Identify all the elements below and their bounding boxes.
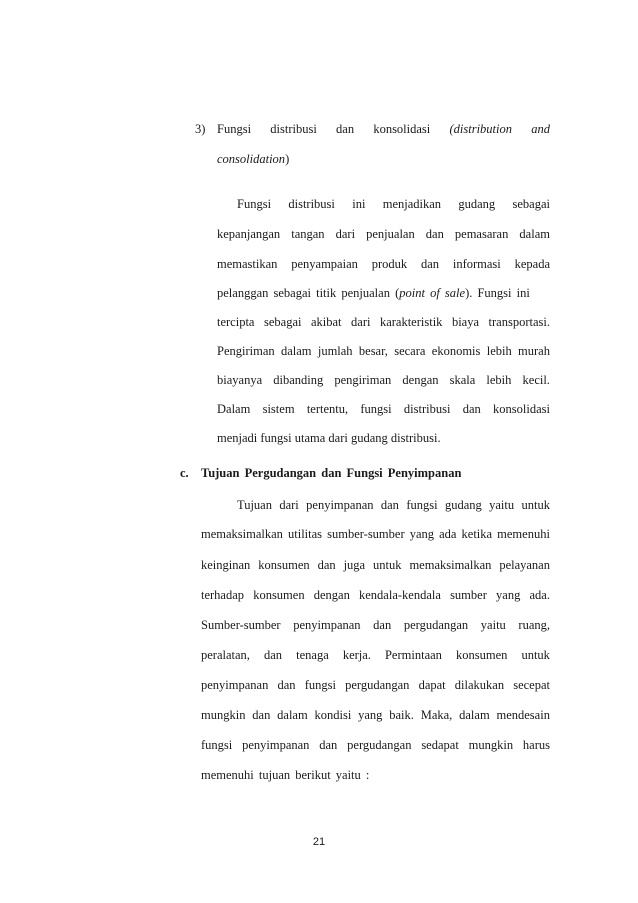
word: dan: [319, 738, 338, 752]
word: sebagai: [263, 315, 302, 329]
word: Sumber-sumber: [201, 618, 281, 632]
word: pemasaran: [454, 227, 509, 241]
word: konsumen: [258, 558, 310, 572]
word: gudang: [444, 498, 482, 512]
word: yaitu: [489, 498, 515, 512]
word: pergudangan: [347, 738, 412, 752]
word: juga: [343, 558, 366, 572]
word: besar,: [358, 344, 388, 358]
word: tenaga: [296, 648, 329, 662]
item-title-word: dan: [336, 122, 355, 136]
word: penyampaian: [291, 257, 358, 271]
word: penjualan: [366, 227, 415, 241]
word: kondisi: [314, 708, 352, 722]
word: tercipta: [217, 315, 255, 329]
paragraph-line: [201, 525, 550, 543]
section-heading: Tujuan Pergudangan dan Fungsi Penyimpanan: [201, 466, 462, 480]
word: untuk: [521, 648, 550, 662]
word: pergudangan: [403, 618, 469, 632]
paragraph-line: [201, 586, 550, 604]
word: mungkin: [201, 708, 246, 722]
word: secara: [394, 344, 426, 358]
word: lebih: [486, 373, 512, 387]
word: kecil.: [522, 373, 550, 387]
word: tangan: [291, 227, 325, 241]
word: yang: [358, 708, 383, 722]
word: dan: [317, 558, 336, 572]
word: ekonomis: [431, 344, 481, 358]
word: pelayanan: [499, 558, 550, 572]
word: untuk: [521, 498, 550, 512]
word: konsumen: [253, 588, 305, 602]
paragraph-line: [217, 255, 550, 273]
word: akibat: [310, 315, 342, 329]
item-title-word: (distribution: [449, 122, 512, 136]
word: yaitu: [480, 618, 506, 632]
word: dalam: [519, 227, 550, 241]
word: dan: [373, 618, 392, 632]
word: penyimpanan: [293, 618, 361, 632]
word: fungsi: [360, 402, 392, 416]
paragraph-line: [217, 284, 530, 302]
word: sumber-sumber: [327, 527, 405, 541]
word: dibanding: [273, 373, 324, 387]
word: biayanya: [217, 373, 263, 387]
paragraph-line: [237, 195, 550, 213]
item-title-word: distribusi: [270, 122, 317, 136]
word: dan: [277, 678, 296, 692]
word: penyimpanan: [242, 738, 310, 752]
word: memaksimalkan: [409, 558, 492, 572]
item-title-line2: [217, 150, 289, 168]
word: mendesain: [496, 708, 550, 722]
word: karakteristik: [379, 315, 443, 329]
word: produk: [371, 257, 408, 271]
word: dengan: [313, 588, 350, 602]
word: dalam: [280, 344, 312, 358]
word: baik.: [389, 708, 414, 722]
word: dan: [264, 648, 283, 662]
word: fungsi: [406, 498, 438, 512]
word: Dalam: [217, 402, 251, 416]
word: Maka,: [420, 708, 453, 722]
word: penyimpanan: [306, 498, 374, 512]
word: jumlah: [317, 344, 353, 358]
paragraph-line: [217, 400, 550, 418]
item-title-word: konsolidasi: [373, 122, 431, 136]
word: terhadap: [201, 588, 245, 602]
item-title-line1: [217, 120, 550, 138]
word: tertentu,: [306, 402, 349, 416]
word: dalam: [277, 708, 308, 722]
word: yang: [409, 527, 435, 541]
word: dari: [335, 227, 356, 241]
text-run: ). Fungsi ini: [465, 286, 530, 300]
word: dan: [420, 257, 440, 271]
word: kerja.: [342, 648, 371, 662]
word: pengiriman: [334, 373, 392, 387]
word: sistem: [262, 402, 295, 416]
paragraph-line: [201, 706, 550, 724]
paragraph-line: [201, 556, 550, 574]
word: dan: [380, 498, 399, 512]
word: ruang,: [518, 618, 550, 632]
word: dalam: [459, 708, 490, 722]
page-number: 21: [312, 836, 326, 848]
word: ketika: [461, 527, 493, 541]
word: dengan: [402, 373, 439, 387]
word: penyimpanan: [201, 678, 269, 692]
word: gudang: [458, 197, 496, 211]
word: ada.: [529, 588, 550, 602]
word: yang: [496, 588, 521, 602]
paragraph-line: [201, 616, 550, 634]
word: memastikan: [217, 257, 278, 271]
word: lebih: [486, 344, 512, 358]
word: dan: [425, 227, 444, 241]
word: sedapat: [421, 738, 459, 752]
word: fungsi: [201, 738, 233, 752]
word: dan: [462, 402, 481, 416]
word: harus: [522, 738, 550, 752]
word: murah: [518, 344, 550, 358]
paragraph-line: [237, 496, 550, 514]
word: transportasi.: [488, 315, 550, 329]
word: dari: [279, 498, 299, 512]
word: pergudangan: [345, 678, 410, 692]
word: untuk: [373, 558, 402, 572]
word: mungkin: [468, 738, 514, 752]
word: kendala-kendala: [359, 588, 441, 602]
word: ini: [352, 197, 366, 211]
word: sumber: [450, 588, 487, 602]
word: konsumen: [455, 648, 508, 662]
word: distribusi: [288, 197, 335, 211]
word: utilitas: [288, 527, 323, 541]
word: menjadikan: [382, 197, 442, 211]
word: sebagai: [512, 197, 550, 211]
paragraph-line: [217, 225, 550, 243]
word: memenuhi: [497, 527, 550, 541]
word: keinginan: [201, 558, 251, 572]
paragraph-line: [217, 342, 550, 360]
word: Permintaan: [384, 648, 442, 662]
word: skala: [449, 373, 476, 387]
word: Tujuan: [237, 498, 272, 512]
paragraph-line: menjadi fungsi utama dari gudang distribusi.: [217, 431, 441, 445]
item-title-word: and: [531, 122, 550, 136]
paragraph-line: [201, 736, 550, 754]
word: dari: [351, 315, 371, 329]
paragraph-line: [201, 676, 550, 694]
word: dapat: [418, 678, 446, 692]
item-number: 3): [195, 122, 206, 136]
text-run-italic: point of sale: [399, 286, 466, 300]
word: Pengiriman: [217, 344, 275, 358]
paragraph-line: [201, 646, 550, 664]
item-title-word: Fungsi: [217, 122, 252, 136]
paragraph-line: [217, 371, 550, 389]
word: memaksimalkan: [201, 527, 283, 541]
word: Fungsi: [237, 197, 272, 211]
item-title-close: ): [285, 152, 290, 166]
paragraph-line: memenuhi tujuan berikut yaitu :: [201, 768, 370, 782]
word: distribusi: [403, 402, 451, 416]
word: kepada: [514, 257, 550, 271]
word: ada: [439, 527, 457, 541]
word: konsolidasi: [493, 402, 550, 416]
word: fungsi: [304, 678, 336, 692]
item-title-italic: consolidation: [217, 152, 286, 166]
word: biaya: [451, 315, 480, 329]
word: peralatan,: [201, 648, 250, 662]
word: informasi: [452, 257, 501, 271]
word: secepat: [513, 678, 550, 692]
word: dilakukan: [454, 678, 505, 692]
word: kepanjangan: [217, 227, 281, 241]
section-letter: c.: [180, 466, 189, 480]
text-run: pelanggan sebagai titik penjualan (: [217, 286, 400, 300]
paragraph-line: [217, 313, 550, 331]
word: dan: [252, 708, 271, 722]
